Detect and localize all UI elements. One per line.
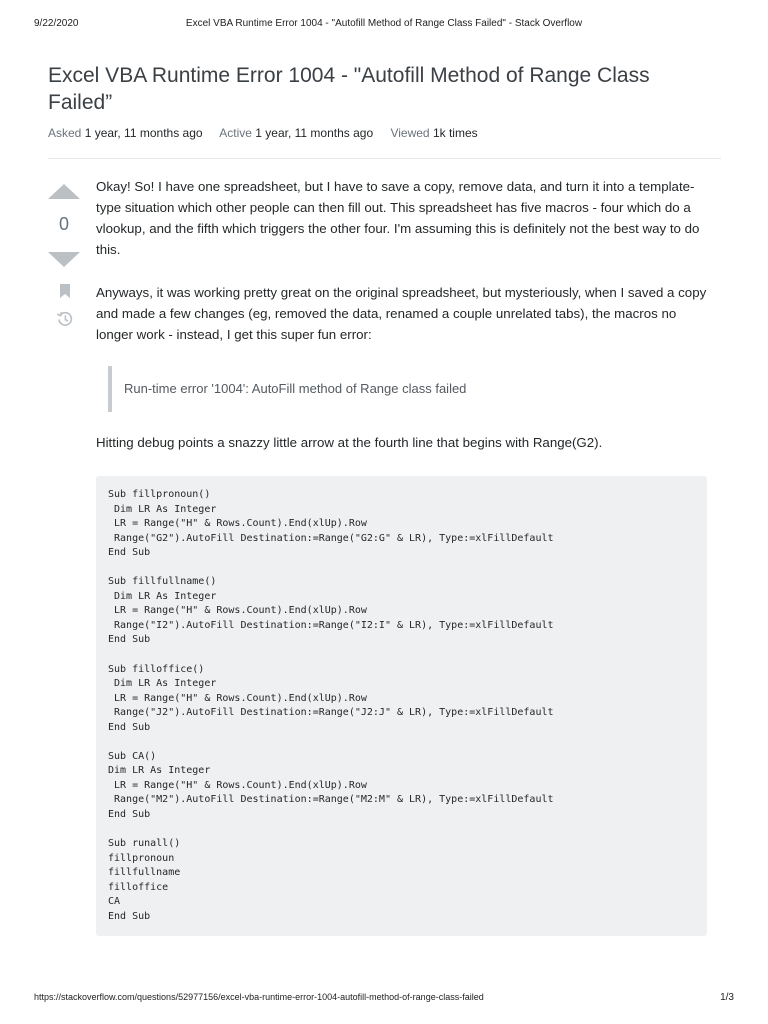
question-header [48, 62, 688, 116]
error-blockquote [108, 366, 712, 412]
print-page-title: Excel VBA Runtime Error 1004 - "Autofill Method of Range Class Failed" - Stack Overflow [185, 18, 583, 29]
post-paragraph: Hitting debug points a snazzy little arrow at the fourth line that begins with Range(G2). [96, 435, 603, 450]
downvote-arrow-icon[interactable] [48, 252, 80, 267]
viewed-label: Viewed [390, 126, 430, 140]
bookmark-icon[interactable] [60, 284, 70, 298]
print-header [34, 18, 734, 32]
print-date: 9/22/2020 [34, 18, 79, 29]
question-meta [48, 126, 492, 140]
vba-code[interactable]: Sub fillpronoun() Dim LR As Integer LR = Range("H" & Rows.Count).End(xlUp).Row Range("G2").AutoFill Destination:=Range("G2:G" & LR), Type:=xlFillDefault End Sub Sub fillfullname() Dim LR As Integer LR = Range("H" & Rows.Count).End(xlUp).Row Range("I2").AutoFill Destination:=Range("I2:I" & LR), Type:=xlFillDefault End Sub Sub filloffice() Dim LR As Integer LR = Range("H" & Rows.Count).End(xlUp).Row Range("J2").AutoFill Destination:=Range("J2:J" & LR), Type:=xlFillDefault End Sub Sub CA() Dim LR As Integer LR = Range("H" & Rows.Count).End(xlUp).Row Range("M2").AutoFill Destination:=Range("M2:M" & LR), Type:=xlFillDefault End Sub Sub runall() fillpronoun fillfullname filloffice CA End Sub [108, 489, 554, 922]
active-label: Active [219, 126, 252, 140]
question-title[interactable]: Excel VBA Runtime Error 1004 - "Autofill Method of Range Class Failed” [48, 64, 650, 114]
vote-count: 0 [58, 214, 69, 234]
print-url: https://stackoverflow.com/questions/52977156/excel-vba-runtime-error-1004-autofill-method-of-range-class-failed [34, 992, 484, 1002]
viewed-value: 1k times [432, 126, 478, 140]
post-paragraph: Anyways, it was working pretty great on the original spreadsheet, but mysteriously, when I saved a copy and made a few changes (eg, removed the data, renamed a couple unrelated tabs), the macros no longer work - instead, I get this super fun error: [96, 285, 707, 342]
asked-value: 1 year, 11 months ago [84, 126, 203, 140]
asked-label: Asked [48, 126, 82, 140]
upvote-arrow-icon[interactable] [48, 184, 80, 199]
error-message: Run-time error '1004': AutoFill method of Range class failed [124, 381, 467, 396]
header-divider [48, 158, 721, 159]
history-icon[interactable] [56, 310, 74, 328]
code-block [96, 476, 707, 936]
active-value[interactable]: 1 year, 11 months ago [255, 126, 374, 140]
page-number: 1/3 [720, 992, 734, 1003]
post-paragraph: Okay! So! I have one spreadsheet, but I have to save a copy, remove data, and turn it into a template-type situation which other people can then fill out. This spreadsheet has five macros - four which do a vlookup, and the fifth which triggers the other four. I'm assuming this is definitely not the best way to do this. [96, 179, 700, 257]
print-footer [34, 992, 734, 1006]
